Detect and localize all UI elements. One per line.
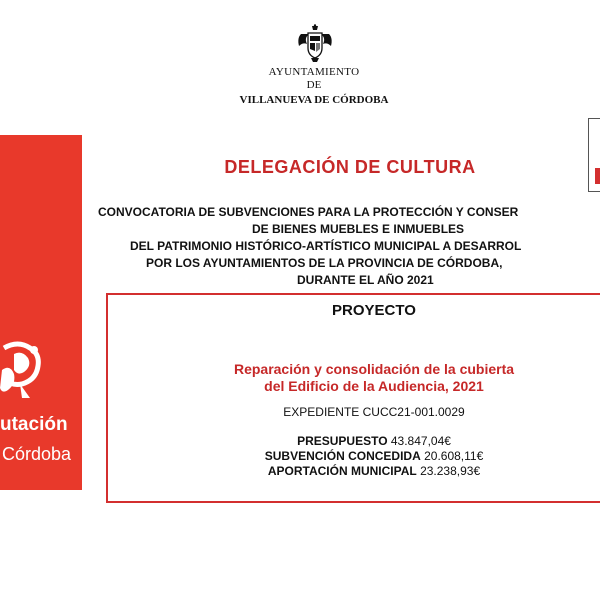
subvencion-value: 20.608,11€ (424, 449, 484, 463)
aportacion-row (106, 464, 600, 479)
diputacion-panel (0, 135, 82, 490)
presupuesto-value: 43.847,04€ (390, 434, 451, 448)
municipality-header (200, 66, 428, 108)
right-edge-mark (595, 168, 600, 184)
project-title-line-1: Reparación y consolidación de la cubierta (233, 361, 515, 377)
convocatoria-text (95, 204, 600, 289)
convocatoria-line-5: DURANTE EL AÑO 2021 (297, 273, 434, 287)
convocatoria-line-4: POR LOS AYUNTAMIENTOS DE LA PROVINCIA DE CÓRDOBA, (146, 256, 503, 270)
aportacion-value: 23.238,93€ (420, 464, 481, 478)
presupuesto-label: PRESUPUESTO (297, 434, 388, 448)
header-line-2: DE (306, 79, 322, 91)
header-line-3: VILLANUEVA DE CÓRDOBA (239, 94, 389, 106)
convocatoria-line-3: DEL PATRIMONIO HISTÓRICO-ARTÍSTICO MUNICIPAL A DESARROL (130, 239, 522, 253)
aportacion-label: APORTACIÓN MUNICIPAL (267, 464, 417, 478)
delegacion-heading: DELEGACIÓN DE CULTURA (224, 157, 476, 177)
project-title-line-2: del Edificio de la Audiencia, 2021 (264, 378, 484, 394)
coat-of-arms-icon (295, 24, 335, 64)
diputacion-logo-icon (0, 340, 50, 400)
diputacion-name-line-1: utación (0, 414, 68, 435)
subvencion-row (106, 449, 600, 464)
expediente: EXPEDIENTE CUCC21-001.0029 (283, 405, 465, 419)
header-line-1: AYUNTAMIENTO (268, 66, 360, 78)
diputacion-name-line-2: Córdoba (2, 444, 72, 464)
subvencion-label: SUBVENCIÓN CONCEDIDA (264, 449, 421, 463)
convocatoria-line-1: CONVOCATORIA DE SUBVENCIONES PARA LA PROTECCIÓN Y CONSER (98, 205, 519, 219)
presupuesto-row (106, 434, 600, 449)
project-label: PROYECTO (332, 302, 416, 319)
convocatoria-line-2: DE BIENES MUEBLES E INMUEBLES (252, 222, 465, 236)
